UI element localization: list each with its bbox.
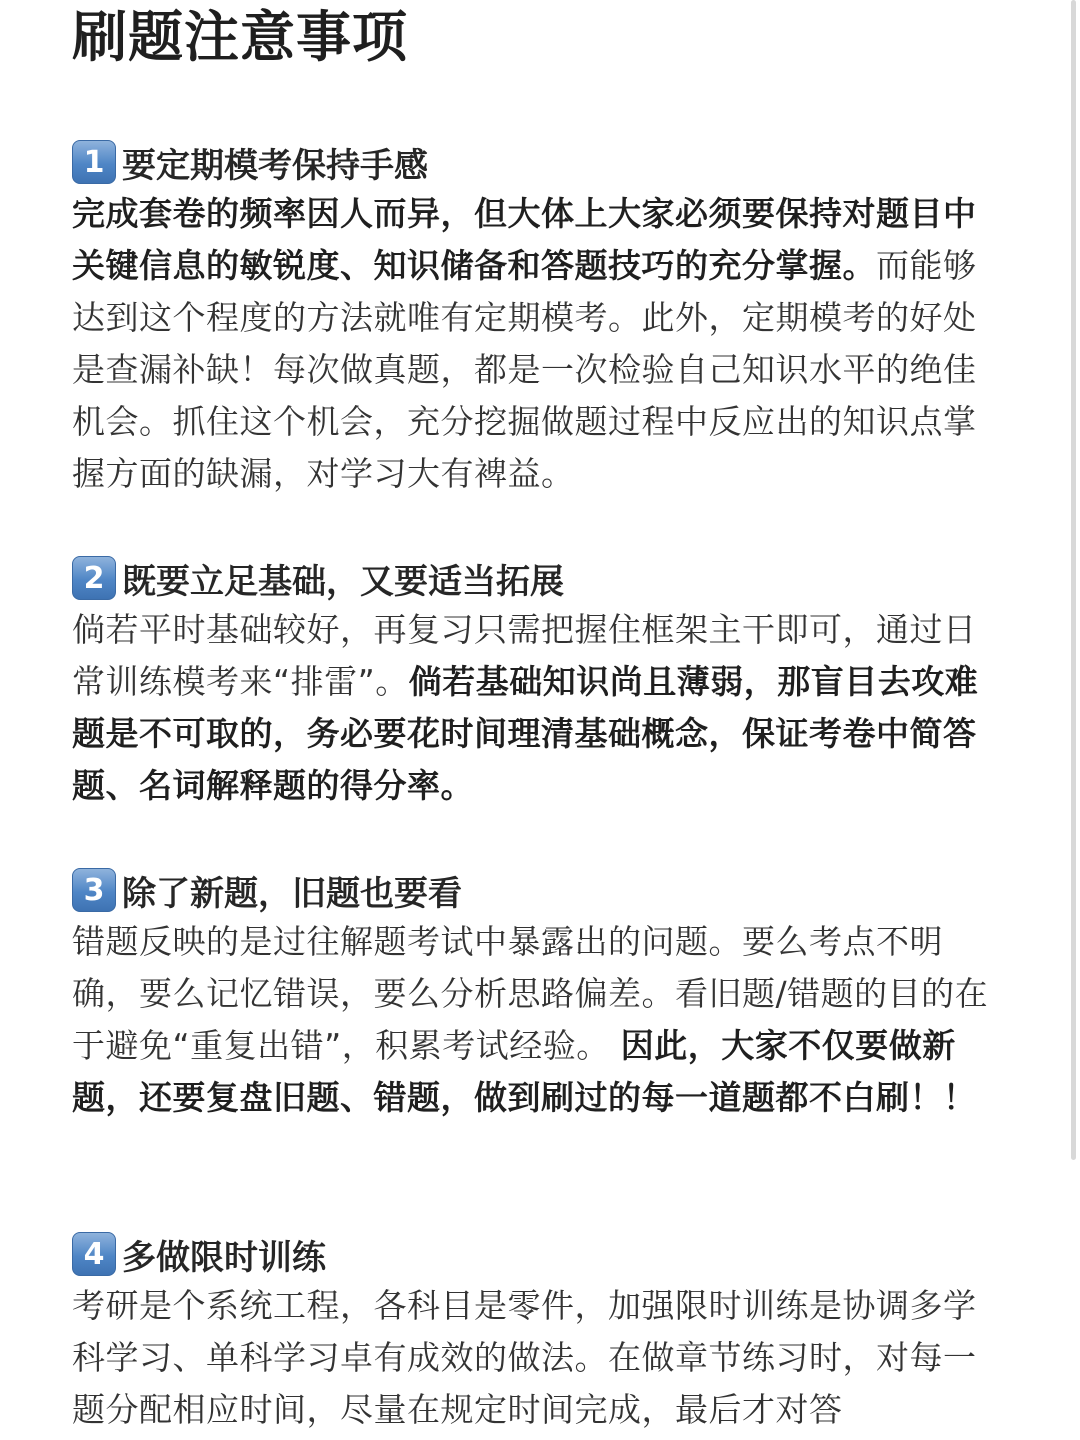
body-bold-text: 因此，大家不仅要做新题，还要复盘旧题、错题，做到刷过的每一道题都不白刷！！ xyxy=(72,1026,977,1117)
scrollbar[interactable] xyxy=(1071,0,1076,1160)
section-heading xyxy=(72,552,1004,604)
body-text: 错题反映的是过往解题考试中暴露出的问题。要么考点不明确，要么记忆错误，要么分析思路偏差。看旧题/错题的目的在于避免“重复出错”，积累考试经验。 xyxy=(72,922,989,1065)
section-2 xyxy=(72,552,1004,812)
section-4 xyxy=(72,1228,1004,1436)
section-body xyxy=(72,916,1004,1124)
section-heading xyxy=(72,136,1004,188)
section-body xyxy=(72,188,1004,500)
section-heading xyxy=(72,1228,1004,1280)
keycap-4-icon: 4 xyxy=(72,1232,116,1276)
section-heading-text: 要定期模考保持手感 xyxy=(122,145,428,186)
section-heading-text: 既要立足基础，又要适当拓展 xyxy=(122,561,564,602)
body-bold-text: 完成套卷的频率因人而异，但大体上大家必须要保持对题目中关键信息的敏锐度、知识储备和答题技巧的充分掌握。 xyxy=(72,194,977,285)
section-1 xyxy=(72,136,1004,500)
section-heading-text: 除了新题，旧题也要看 xyxy=(122,873,462,914)
section-body xyxy=(72,604,1004,812)
body-text: 考研是个系统工程，各科目是零件，加强限时训练是协调多学科学习、单科学习卓有成效的做法。在做章节练习时，对每一题分配相应时间，尽量在规定时间完成，最后才对答 xyxy=(72,1286,977,1429)
body-text: 而能够达到这个程度的方法就唯有定期模考。此外，定期模考的好处是查漏补缺！每次做真题，都是一次检验自己知识水平的绝佳机会。抓住这个机会，充分挖掘做题过程中反应出的知识点掌握方面的缺漏，对学习大有裨益。 xyxy=(72,246,977,493)
section-3 xyxy=(72,864,1004,1124)
body-text: 倘若平时基础较好，再复习只需把握住框架主干即可，通过日常训练模考来“排雷”。 xyxy=(72,610,977,701)
section-heading-text: 多做限时训练 xyxy=(122,1237,326,1278)
body-bold-text: 倘若基础知识尚且薄弱，那盲目去攻难题是不可取的，务必要花时间理清基础概念，保证考卷中简答题、名词解释题的得分率。 xyxy=(72,662,979,805)
section-body xyxy=(72,1280,1004,1436)
page-title: 刷题注意事项 xyxy=(72,5,409,69)
keycap-1-icon: 1 xyxy=(72,140,116,184)
section-heading xyxy=(72,864,1004,916)
keycap-2-icon: 2 xyxy=(72,556,116,600)
keycap-3-icon: 3 xyxy=(72,868,116,912)
